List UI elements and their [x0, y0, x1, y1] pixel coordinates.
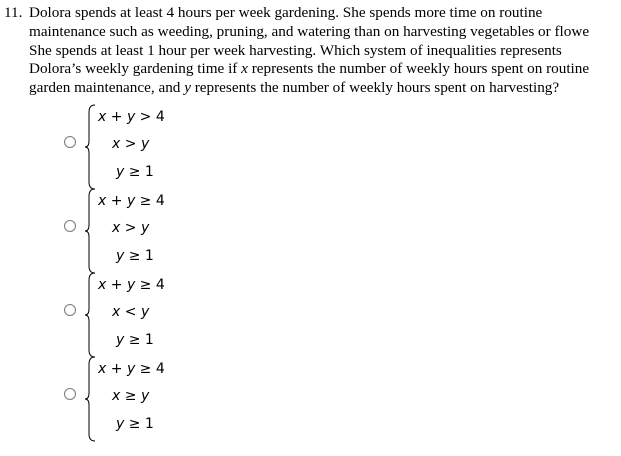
question-text [4, 4, 621, 98]
question-number: 11. [4, 4, 23, 21]
brace-icon [84, 356, 96, 442]
answer-choice-b[interactable] [62, 191, 202, 273]
radio-button[interactable] [64, 304, 76, 316]
question-line-1: 11. Dolora spends at least 4 hours per week gardening. She spends more time on routine [4, 4, 543, 21]
inequality-1: x + y ≥ 4 [98, 361, 165, 377]
inequality-2: x < y [112, 304, 150, 320]
brace-icon [84, 188, 96, 274]
radio-button[interactable] [64, 136, 76, 148]
question-line-4: Dolora’s weekly gardening time if x represents the number of weekly hours spent on routine [29, 60, 590, 78]
inequality-3: y ≥ 1 [116, 416, 154, 432]
inequality-2: x ≥ y [112, 388, 150, 404]
inequality-1: x + y ≥ 4 [98, 277, 165, 293]
inequality-2: x > y [112, 136, 150, 152]
question-line-3: She spends at least 1 hour per week harvesting. Which system of inequalities represents [29, 41, 562, 59]
answer-choice-c[interactable] [62, 275, 202, 357]
inequality-3: y ≥ 1 [116, 164, 154, 180]
radio-button[interactable] [64, 388, 76, 400]
inequality-3: y ≥ 1 [116, 248, 154, 264]
radio-button[interactable] [64, 220, 76, 232]
brace-icon [84, 104, 96, 190]
inequality-1: x + y > 4 [98, 109, 165, 125]
inequality-3: y ≥ 1 [116, 332, 154, 348]
answer-choice-d[interactable] [62, 359, 202, 441]
brace-icon [84, 272, 96, 358]
inequality-1: x + y ≥ 4 [98, 193, 165, 209]
question-line-2: maintenance such as weeding, pruning, and watering than on harvesting vegetables or flowe [29, 22, 590, 40]
inequality-2: x > y [112, 220, 150, 236]
answer-choice-a[interactable] [62, 107, 202, 189]
question-line-5: garden maintenance, and y represents the number of weekly hours spent on harvesting? [29, 79, 560, 97]
